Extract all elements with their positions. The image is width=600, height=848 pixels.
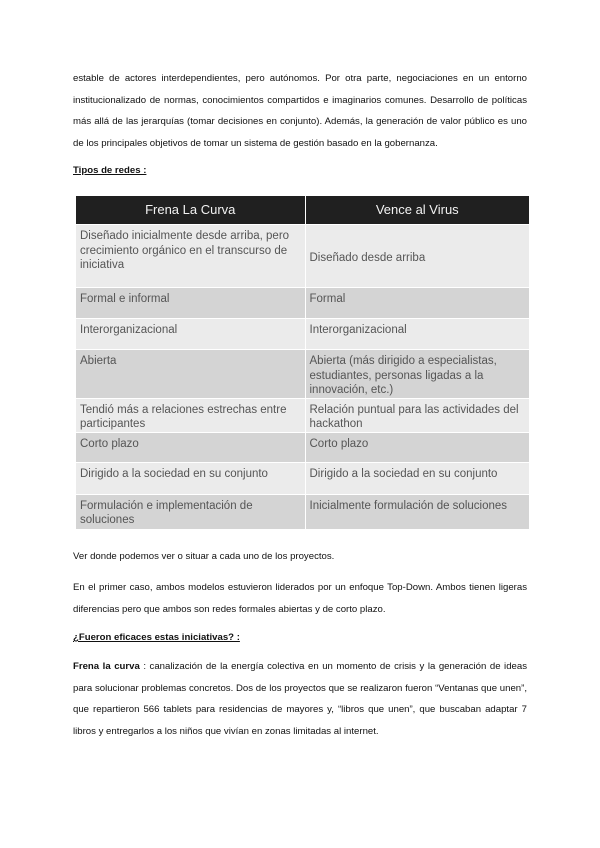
table-cell: Abierta — [76, 350, 305, 399]
network-types-table — [76, 196, 529, 529]
table-cell: Diseñado inicialmente desde arriba, pero crecimiento orgánico en el transcurso de iniciativa — [76, 225, 305, 288]
table-row — [76, 319, 529, 350]
table-row — [76, 398, 529, 432]
effective-heading: ¿Fueron eficaces estas iniciativas? : — [73, 632, 240, 643]
intro-paragraph: estable de actores interdependientes, pero autónomos. Por otra parte, negociaciones en un entorno institucionalizado de normas, conocimientos compartidos e imaginarios comunes. Desarrollo de políticas más allá de las jerarquías (tomar decisiones en conjunto). Además, la generación de valor público es uno de los principales objetivos de tomar un sistema de gestión basado en la gobernanza. — [73, 73, 527, 149]
table-cell: Interorganizacional — [305, 319, 529, 350]
table-cell: Formal e informal — [76, 288, 305, 319]
table-cell: Tendió más a relaciones estrechas entre participantes — [76, 398, 305, 432]
table-header-frena: Frena La Curva — [76, 196, 305, 225]
table-cell: Interorganizacional — [76, 319, 305, 350]
locate-paragraph: Ver donde podemos ver o situar a cada uno de los proyectos. — [73, 551, 335, 562]
table-row — [76, 432, 529, 462]
table-cell: Diseñado desde arriba — [305, 225, 529, 288]
first-case-paragraph: En el primer caso, ambos modelos estuvieron liderados por un enfoque Top-Down. Ambos tienen ligeras diferencias pero que ambos son redes formales abiertas y de corto plazo. — [73, 582, 527, 615]
table-cell: Relación puntual para las actividades del hackathon — [305, 398, 529, 432]
table-cell: Formulación e implementación de soluciones — [76, 494, 305, 529]
table-row — [76, 288, 529, 319]
table-cell: Dirigido a la sociedad en su conjunto — [305, 462, 529, 494]
table-header-vence: Vence al Virus — [305, 196, 529, 225]
table-cell: Formal — [305, 288, 529, 319]
types-heading: Tipos de redes : — [73, 165, 147, 176]
frena-text: : canalización de la energía colectiva en un momento de crisis y la generación de ideas para solucionar problemas concretos. Dos de los proyectos que se realizaron fueron “Ventanas que unen”, que repartieron 566 tablets para residencias de mayores y, “libros que unen”, que buscaban adaptar 7 libros y entregarlos a los niños que vivían en zonas limitadas al internet. — [73, 661, 527, 737]
frena-paragraph — [73, 656, 527, 742]
frena-label: Frena la curva — [73, 661, 140, 672]
table-row — [76, 494, 529, 529]
table-row — [76, 225, 529, 288]
table-cell: Abierta (más dirigido a especialistas, estudiantes, personas ligadas a la innovación, etc.) — [305, 350, 529, 399]
table-header-row — [76, 196, 529, 225]
table-row — [76, 350, 529, 399]
table-cell: Inicialmente formulación de soluciones — [305, 494, 529, 529]
table-cell: Dirigido a la sociedad en su conjunto — [76, 462, 305, 494]
table-cell: Corto plazo — [76, 432, 305, 462]
table-row — [76, 462, 529, 494]
table-cell: Corto plazo — [305, 432, 529, 462]
